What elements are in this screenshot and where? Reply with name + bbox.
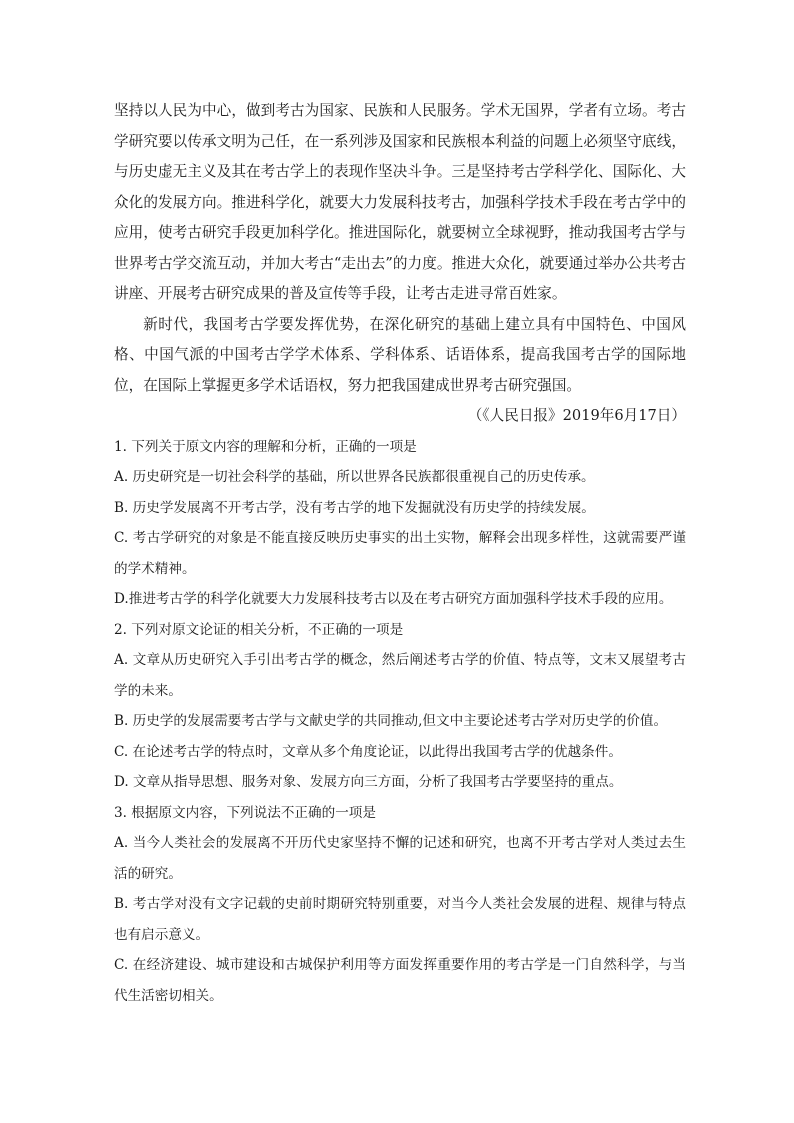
question-stem: 1. 下列关于原文内容的理解和分析，正确的一项是 xyxy=(114,438,417,455)
question-stem: 3. 根据原文内容，下列说法不正确的一项是 xyxy=(114,804,376,821)
question-1 xyxy=(114,432,686,615)
option-b: B. 历史学发展离不开考古学，没有考古学的地下发掘就没有历史学的持续发展。 xyxy=(114,499,595,516)
article-paragraph: 新时代，我国考古学要发挥优势，在深化研究的基础上建立具有中国特色、中国风格、中国气派的中国考古学学术体系、学科体系、话语体系，提高我国考古学的国际地位，在国际上掌握更多学术话语权，努力把我国建成世界考古研究强国。 xyxy=(114,315,686,394)
option-c: C. 在论述考古学的特点时，文章从多个角度论证，以此得出我国考古学的优越条件。 xyxy=(114,743,622,760)
option-c: C. 在经济建设、城市建设和古城保护利用等方面发挥重要作用的考古学是一门自然科学，与当代生活密切相关。 xyxy=(114,957,686,1004)
question-stem: 2. 下列对原文论证的相关分析，不正确的一项是 xyxy=(114,621,404,638)
option-a: A. 当今人类社会的发展离不开历代史家坚持不懈的记述和研究，也离不开考古学对人类过去生活的研究。 xyxy=(114,835,686,882)
option-c: C. 考古学研究的对象是不能直接反映历史事实的出土实物，解释会出现多样性，这就需要严谨的学术精神。 xyxy=(114,530,686,577)
article-paragraph: 坚持以人民为中心，做到考古为国家、民族和人民服务。学术无国界，学者有立场。考古学研究要以传承文明为己任，在一系列涉及国家和民族根本利益的问题上必须坚守底线，与历史虚无主义及其在考古学上的表现作坚决斗争。三是坚持考古学科学化、国际化、大众化的发展方向。推进科学化，就要大力发展科技考古，加强科学技术手段在考古学中的应用，使考古研究手段更加科学化。推进国际化，就要树立全球视野，推动我国考古学与世界考古学交流互动，并加大考古“走出去”的力度。推进大众化，就要通过举办公共考古讲座、开展考古研究成果的普及宣传等手段，让考古走进寻常百姓家。 xyxy=(114,102,686,302)
question-3 xyxy=(114,798,686,1012)
article-source: （《人民日报》2019年6月17日） xyxy=(467,407,686,424)
option-d: D. 文章从指导思想、服务对象、发展方向三方面，分析了我国考古学要坚持的重点。 xyxy=(114,774,623,790)
question-2 xyxy=(114,615,686,798)
option-b: B. 考古学对没有文字记载的史前时期研究特别重要，对当今人类社会发展的进程、规律与特点也有启示意义。 xyxy=(114,896,686,943)
option-a: A. 历史研究是一切社会科学的基础，所以世界各民族都很重视自己的历史传承。 xyxy=(114,469,595,485)
option-a: A. 文章从历史研究入手引出考古学的概念，然后阐述考古学的价值、特点等，文末又展望考古学的未来。 xyxy=(114,652,686,699)
option-b: B. 历史学的发展需要考古学与文献史学的共同推动,但文中主要论述考古学对历史学的价值。 xyxy=(114,713,668,729)
option-d: D.推进考古学的科学化就要大力发展科技考古以及在考古研究方面加强科学技术手段的应用。 xyxy=(114,591,673,607)
